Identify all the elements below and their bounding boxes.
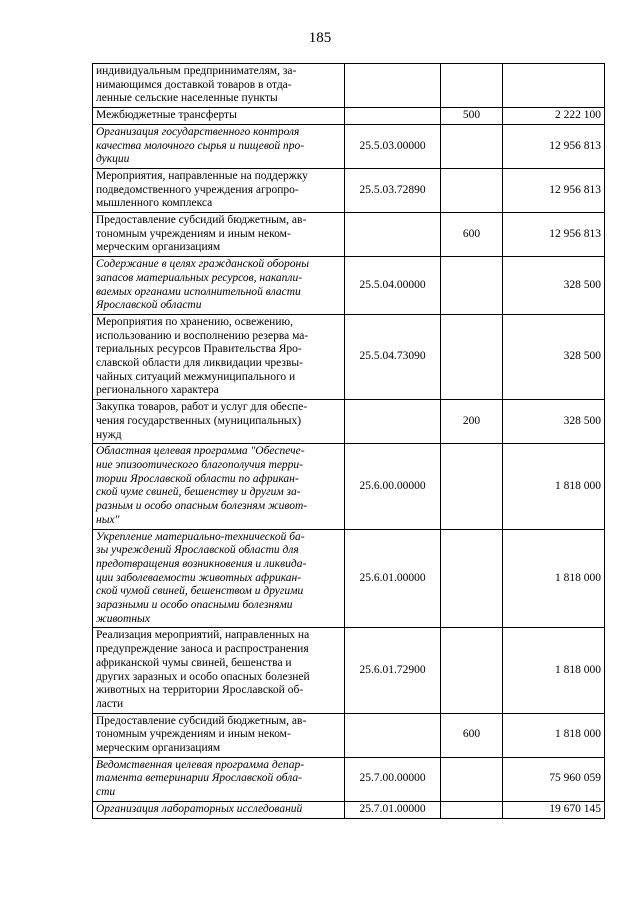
row-code-cell: 25.5.04.73090 (345, 314, 441, 399)
row-code-cell: 25.6.01.00000 (345, 529, 441, 628)
row-sum-cell: 12 956 813 (503, 213, 605, 257)
table-row (93, 444, 605, 529)
row-sum-cell: 12 956 813 (503, 124, 605, 168)
row-name-cell: Организация государственного контроля качества молочного сырья и пищевой про- дукции (93, 124, 345, 168)
row-sum-cell: 75 960 059 (503, 757, 605, 801)
row-sum-cell: 1 818 000 (503, 444, 605, 529)
row-code-cell: 25.6.01.72900 (345, 628, 441, 713)
budget-table-body (93, 64, 605, 819)
row-code-cell: 25.5.04.00000 (345, 257, 441, 315)
row-code-cell (345, 400, 441, 444)
row-expense-type-cell (441, 314, 503, 399)
row-sum-cell: 328 500 (503, 314, 605, 399)
table-row (93, 400, 605, 444)
budget-table (92, 63, 605, 819)
row-code-cell: 25.5.03.72890 (345, 168, 441, 212)
row-code-cell: 25.7.01.00000 (345, 801, 441, 818)
row-name-cell: Предоставление субсидий бюджетным, ав- тономным учреждениям и иным неком- мерческим организациям (93, 213, 345, 257)
row-expense-type-cell: 200 (441, 400, 503, 444)
table-row (93, 801, 605, 818)
page-number: 185 (308, 30, 332, 46)
table-row (93, 168, 605, 212)
row-name-cell: Областная целевая программа "Обеспече- ние эпизоотического благополучия терри- тории Ярославской области по африкан- ской чуме свиней, бешенству и другим за- разным и особо опасным болезням живот- ных" (93, 444, 345, 529)
row-code-cell: 25.5.03.00000 (345, 124, 441, 168)
table-row (93, 257, 605, 315)
row-expense-type-cell (441, 168, 503, 212)
row-expense-type-cell (441, 444, 503, 529)
row-name-cell: Мероприятия, направленные на поддержку подведомственного учреждения агропро- мышленного комплекса (93, 168, 345, 212)
row-expense-type-cell: 500 (441, 108, 503, 125)
row-name-cell: Закупка товаров, работ и услуг для обеспе- чения государственных (муниципальных) нужд (93, 400, 345, 444)
row-code-cell (345, 713, 441, 757)
row-name-cell: Содержание в целях гражданской обороны запасов материальных ресурсов, накапли- ваемых органами исполнительной власти Ярославской области (93, 257, 345, 315)
row-sum-cell: 328 500 (503, 257, 605, 315)
table-row (93, 757, 605, 801)
row-code-cell: 25.7.00.00000 (345, 757, 441, 801)
table-row (93, 64, 605, 108)
row-expense-type-cell (441, 257, 503, 315)
row-sum-cell: 1 818 000 (503, 529, 605, 628)
row-expense-type-cell (441, 124, 503, 168)
row-sum-cell: 12 956 813 (503, 168, 605, 212)
row-expense-type-cell (441, 757, 503, 801)
table-row (93, 628, 605, 713)
table-row (93, 529, 605, 628)
row-expense-type-cell: 600 (441, 713, 503, 757)
row-name-cell: Межбюджетные трансферты (93, 108, 345, 125)
row-sum-cell: 328 500 (503, 400, 605, 444)
row-name-cell: Предоставление субсидий бюджетным, ав- тономным учреждениям и иным неком- мерческим организациям (93, 713, 345, 757)
row-name-cell: Укрепление материально-технической ба- зы учреждений Ярославской области для предотвращения возникновения и ликвида- ции заболеваемости животных африкан- ской чумой свиней, бешенством и другими заразными и особо опасными болезнями животных (93, 529, 345, 628)
row-sum-cell (503, 64, 605, 108)
row-expense-type-cell (441, 628, 503, 713)
row-name-cell: Реализация мероприятий, направленных на предупреждение заноса и распространения африканской чумы свиней, бешенства и других заразных и особо опасных болезней животных на территории Ярославской об- ласти (93, 628, 345, 713)
row-code-cell (345, 213, 441, 257)
row-name-cell: Организация лабораторных исследований (93, 801, 345, 818)
row-name-cell: Ведомственная целевая программа депар- тамента ветеринарии Ярославской обла- сти (93, 757, 345, 801)
row-expense-type-cell (441, 801, 503, 818)
table-row (93, 108, 605, 125)
table-row (93, 213, 605, 257)
row-code-cell: 25.6.00.00000 (345, 444, 441, 529)
row-expense-type-cell: 600 (441, 213, 503, 257)
row-expense-type-cell (441, 529, 503, 628)
row-name-cell: индивидуальным предпринимателям, за- нимающимся доставкой товаров в отда- ленные сельские населенные пункты (93, 64, 345, 108)
row-name-cell: Мероприятия по хранению, освежению, использованию и восполнению резерва ма- териальных ресурсов Правительства Яро- славской области для ликвидации чрезвы- чайных ситуаций межмуниципального и регионального характера (93, 314, 345, 399)
row-expense-type-cell (441, 64, 503, 108)
row-code-cell (345, 64, 441, 108)
row-sum-cell: 2 222 100 (503, 108, 605, 125)
row-sum-cell: 19 670 145 (503, 801, 605, 818)
table-row (93, 124, 605, 168)
row-code-cell (345, 108, 441, 125)
row-sum-cell: 1 818 000 (503, 713, 605, 757)
table-row (93, 713, 605, 757)
row-sum-cell: 1 818 000 (503, 628, 605, 713)
table-row (93, 314, 605, 399)
